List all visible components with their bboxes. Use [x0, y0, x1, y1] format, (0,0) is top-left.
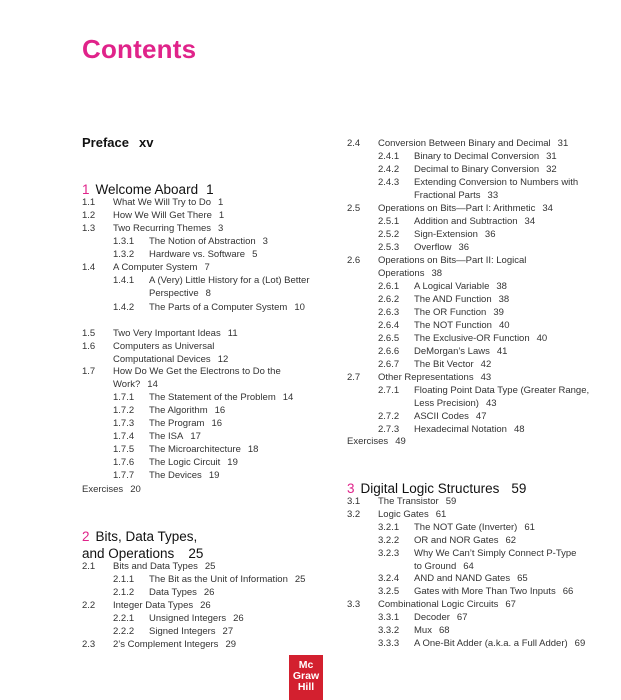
toc-entry-2-6-2[interactable]: 2.6.2 The AND Function 38: [378, 294, 510, 305]
toc-entry-1-3-1[interactable]: 1.3.1 The Notion of Abstraction 3: [113, 236, 268, 247]
toc-entry-2-3[interactable]: 2.3 2’s Complement Integers 29: [82, 639, 237, 650]
toc-entry-2-4[interactable]: 2.4 Conversion Between Binary and Decimal 31: [347, 138, 569, 149]
toc-entry-2-6-3[interactable]: 2.6.3 The OR Function 39: [378, 307, 504, 318]
mcgraw-hill-logo: Mc Graw Hill: [289, 655, 323, 700]
toc-entry-2-6-1[interactable]: 2.6.1 A Logical Variable 38: [378, 281, 507, 292]
chapter-page: 59: [511, 481, 527, 496]
preface-entry[interactable]: [82, 135, 153, 150]
toc-entry-2-7-3[interactable]: 2.7.3 Hexadecimal Notation 48: [378, 424, 525, 435]
toc-entry-2-6-4[interactable]: 2.6.4 The NOT Function 40: [378, 320, 510, 331]
toc-entry-3-2[interactable]: 3.2 Logic Gates 61: [347, 509, 447, 520]
toc-entry-3-2-4[interactable]: 3.2.4 AND and NAND Gates 65: [378, 573, 528, 584]
toc-entry-1-4[interactable]: 1.4 A Computer System 7: [82, 262, 210, 273]
toc-entry-2-6[interactable]: 2.6 Operations on Bits—Part II: Logical Operations 38: [347, 255, 527, 279]
toc-entry-2-4-3[interactable]: 2.4.3 Extending Conversion to Numbers with Fractional Parts 33: [378, 177, 579, 201]
toc-entry-1-7-5[interactable]: 1.7.5 The Microarchitecture 18: [113, 444, 259, 455]
chapter-title: Digital Logic Structures: [360, 481, 500, 496]
chapter-title: Welcome Aboard: [95, 182, 199, 197]
toc-entry-2-5[interactable]: 2.5 Operations on Bits—Part I: Arithmetic 34: [347, 203, 553, 214]
toc-entry-1-7[interactable]: 1.7 How Do We Get the Electrons to Do the Work? 14: [82, 366, 281, 390]
toc-entry-2-5-2[interactable]: 2.5.2 Sign-Extension 36: [378, 229, 496, 240]
toc-entry-2-1-2[interactable]: 2.1.2 Data Types 26: [113, 587, 215, 598]
toc-entry-2-7[interactable]: 2.7 Other Representations 43: [347, 372, 492, 383]
toc-entry-2-7-1[interactable]: 2.7.1 Floating Point Data Type (Greater Range, Less Precision) 43: [378, 385, 590, 409]
toc-entry-2-5-1[interactable]: 2.5.1 Addition and Subtraction 34: [378, 216, 536, 227]
chapter-2-exercises[interactable]: Exercises 49: [347, 436, 406, 447]
chapter-page: 25: [188, 546, 204, 561]
toc-entry-1-2[interactable]: 1.2 How We Will Get There 1: [82, 210, 225, 221]
toc-entry-1-7-7[interactable]: 1.7.7 The Devices 19: [113, 470, 220, 481]
toc-entry-2-5-3[interactable]: 2.5.3 Overflow 36: [378, 242, 470, 253]
toc-entry-2-1-1[interactable]: 2.1.1 The Bit as the Unit of Information 25: [113, 574, 306, 585]
toc-entry-2-6-6[interactable]: 2.6.6 DeMorgan’s Laws 41: [378, 346, 508, 357]
toc-entry-1-6[interactable]: 1.6 Computers as Universal Computational Devices 12: [82, 341, 229, 365]
toc-entry-1-3[interactable]: 1.3 Two Recurring Themes 3: [82, 223, 224, 234]
toc-entry-3-3-1[interactable]: 3.3.1 Decoder 67: [378, 612, 468, 623]
page-title: Contents: [82, 34, 197, 64]
toc-entry-2-2-1[interactable]: 2.2.1 Unsigned Integers 26: [113, 613, 244, 624]
toc-entry-1-7-4[interactable]: 1.7.4 The ISA 17: [113, 431, 201, 442]
toc-entry-1-1[interactable]: 1.1 What We Will Try to Do 1: [82, 197, 224, 208]
toc-entry-2-4-1[interactable]: 2.4.1 Binary to Decimal Conversion 31: [378, 151, 557, 162]
toc-entry-2-7-2[interactable]: 2.7.2 ASCII Codes 47: [378, 411, 487, 422]
toc-entry-3-3-3[interactable]: 3.3.3 A One-Bit Adder (a.k.a. a Full Adder) 69: [378, 638, 586, 649]
toc-entry-3-2-1[interactable]: 3.2.1 The NOT Gate (Inverter) 61: [378, 522, 535, 533]
toc-entry-2-2-2[interactable]: 2.2.2 Signed Integers 27: [113, 626, 234, 637]
toc-entry-2-4-2[interactable]: 2.4.2 Decimal to Binary Conversion 32: [378, 164, 557, 175]
toc-entry-3-2-5[interactable]: 3.2.5 Gates with More Than Two Inputs 66: [378, 586, 574, 597]
toc-entry-3-3[interactable]: 3.3 Combinational Logic Circuits 67: [347, 599, 516, 610]
chapter-1-exercises[interactable]: Exercises 20: [82, 484, 141, 495]
toc-entry-1-7-3[interactable]: 1.7.3 The Program 16: [113, 418, 223, 429]
chapter-number: 2: [82, 529, 90, 544]
toc-entry-3-2-3[interactable]: 3.2.3 Why We Can’t Simply Connect P-Type to Ground 64: [378, 548, 577, 572]
chapter-number: 3: [347, 481, 355, 496]
toc-entry-1-5[interactable]: 1.5 Two Very Important Ideas 11: [82, 328, 238, 339]
chapter-number: 1: [82, 182, 90, 197]
toc-entry-1-7-6[interactable]: 1.7.6 The Logic Circuit 19: [113, 457, 238, 468]
toc-entry-1-4-1[interactable]: 1.4.1 A (Very) Little History for a (Lot) Better Perspective 8: [113, 275, 310, 299]
toc-entry-3-3-2[interactable]: 3.3.2 Mux 68: [378, 625, 450, 636]
toc-entry-2-1[interactable]: 2.1 Bits and Data Types 25: [82, 561, 216, 572]
preface-label: Preface: [82, 135, 129, 150]
toc-entry-1-7-2[interactable]: 1.7.2 The Algorithm 16: [113, 405, 226, 416]
chapter-page: 1: [206, 182, 214, 197]
chapter-title-line2: and Operations: [82, 546, 175, 561]
toc-entry-3-1[interactable]: 3.1 The Transistor 59: [347, 496, 457, 507]
toc-entry-2-6-5[interactable]: 2.6.5 The Exclusive-OR Function 40: [378, 333, 548, 344]
toc-entry-3-2-2[interactable]: 3.2.2 OR and NOR Gates 62: [378, 535, 517, 546]
preface-page: xv: [138, 135, 154, 150]
chapter-title-line1: Bits, Data Types,: [95, 529, 198, 544]
toc-entry-2-6-7[interactable]: 2.6.7 The Bit Vector 42: [378, 359, 492, 370]
toc-entry-2-2[interactable]: 2.2 Integer Data Types 26: [82, 600, 211, 611]
chapter-3-heading[interactable]: [347, 480, 526, 497]
toc-entry-1-7-1[interactable]: 1.7.1 The Statement of the Problem 14: [113, 392, 294, 403]
toc-entry-1-4-2[interactable]: 1.4.2 The Parts of a Computer System 10: [113, 302, 305, 313]
chapter-1-heading[interactable]: [82, 181, 214, 198]
toc-entry-1-3-2[interactable]: 1.3.2 Hardware vs. Software 5: [113, 249, 258, 260]
chapter-2-heading[interactable]: [82, 528, 203, 562]
